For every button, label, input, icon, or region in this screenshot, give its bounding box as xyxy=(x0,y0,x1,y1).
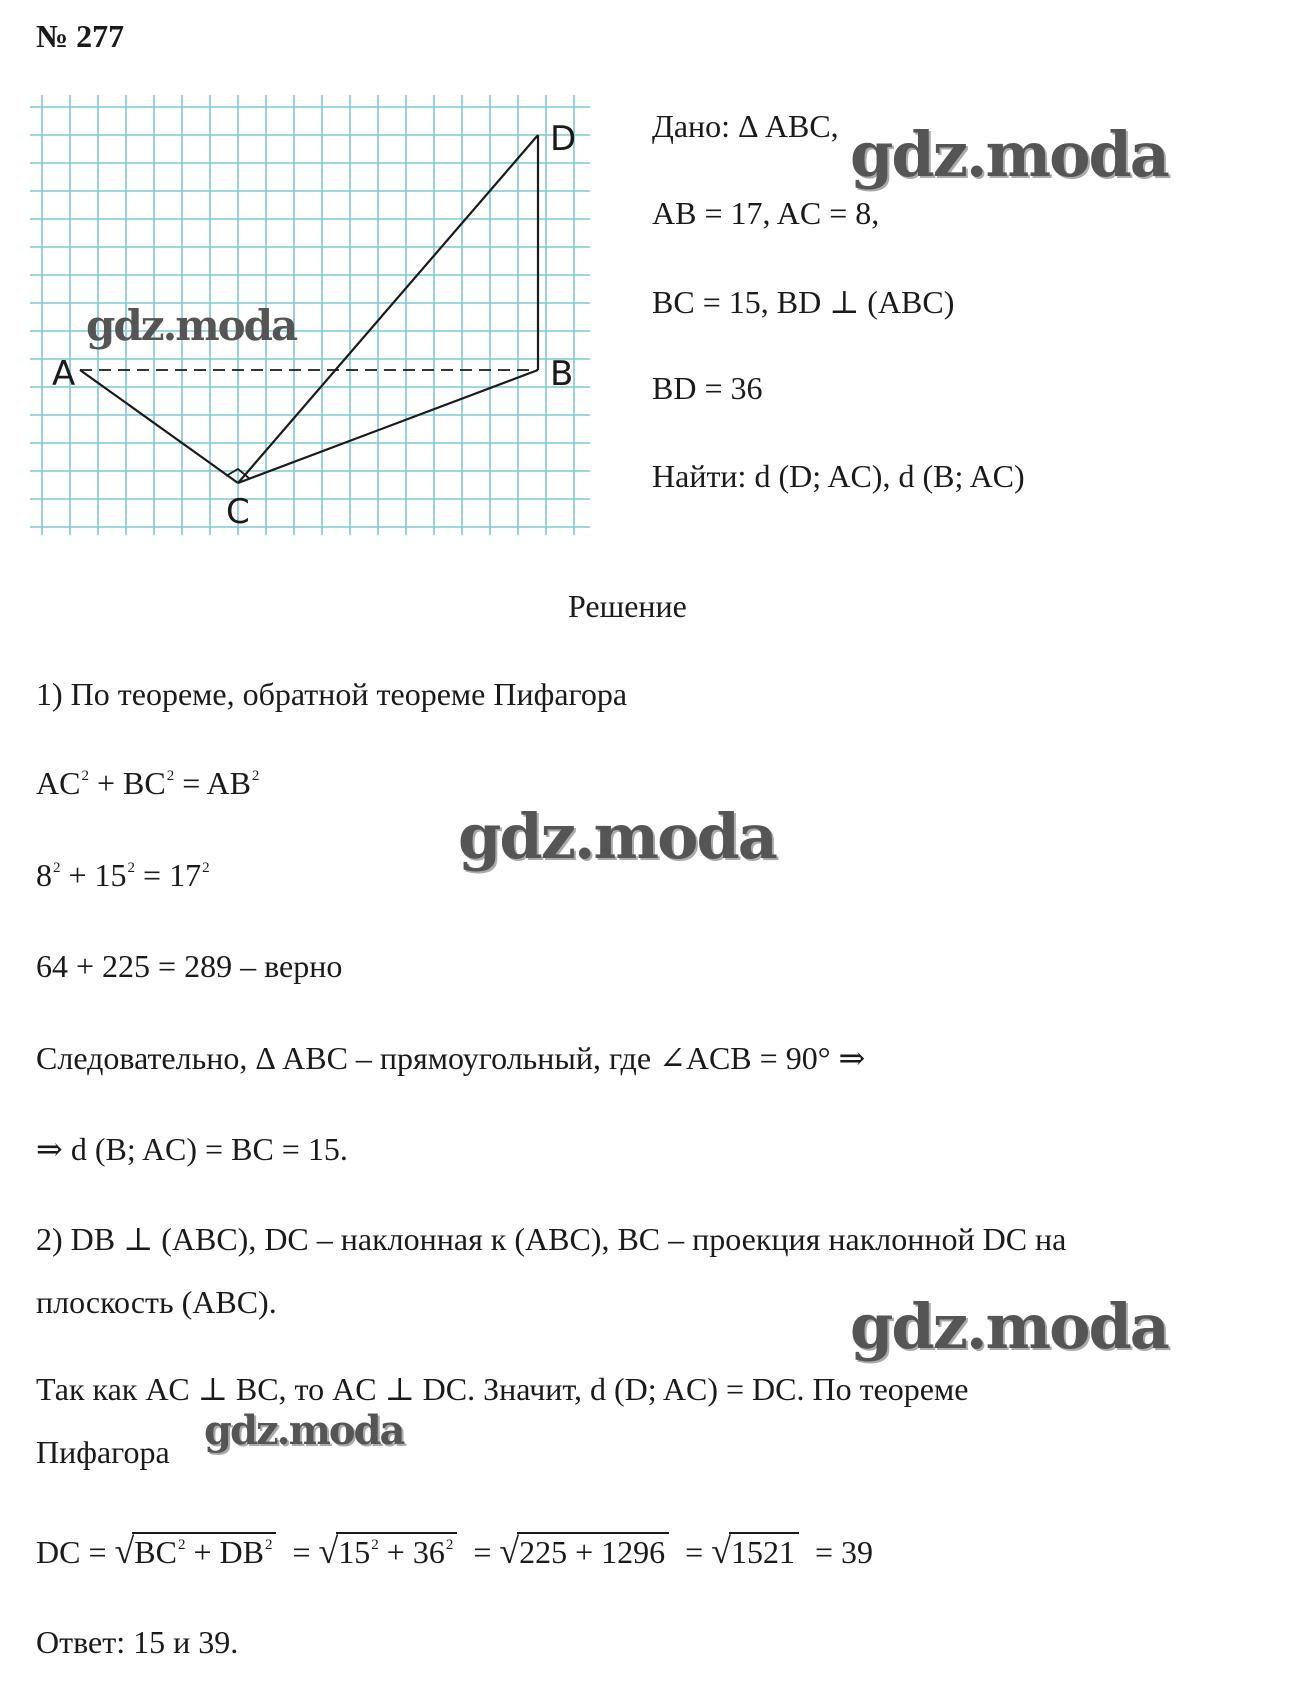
watermark-4: gdz.moda xyxy=(204,1407,404,1454)
step2-line-1: 2) DB ⊥ (ABC), DC – наклонная к (ABC), BC – проекция наклонной DC на xyxy=(36,1221,1067,1257)
given-line-2: AB = 17, AC = 8, xyxy=(652,195,880,231)
geometry-figure xyxy=(30,95,600,545)
given-line-4: BD = 36 xyxy=(652,370,763,406)
figure-watermark: gdz.moda xyxy=(86,301,297,350)
given-line-1: Дано: Δ ABC, xyxy=(652,108,839,144)
dc-equation: DC = $√BC^2 + DB^2 = √15^2 + 36^2 = √225 + 1296 = √1521 = 39$ xyxy=(36,1531,874,1571)
find-line: Найти: d (D; AC), d (B; AC) xyxy=(652,458,1025,494)
answer: Ответ: 15 и 39. xyxy=(36,1624,239,1660)
point-label-c: C xyxy=(226,492,250,532)
equation-2: $8^2 + 15^2 = 17^2$ xyxy=(36,857,210,893)
step2-line-3: Так как AC ⊥ BC, то AC ⊥ DC. Значит, d (D; AC) = DC. По теореме xyxy=(36,1371,969,1407)
point-label-b: B xyxy=(550,354,574,394)
watermark-2: gdz.moda xyxy=(458,800,776,873)
watermark-1: gdz.moda xyxy=(850,118,1168,191)
given-line-3: BC = 15, BD ⊥ (ABC) xyxy=(652,284,955,320)
equation-1: $AC^2 + BC^2 = AB^2$ xyxy=(36,765,260,801)
step1-intro: 1) По теореме, обратной теореме Пифагора xyxy=(36,676,628,712)
watermark-3: gdz.moda xyxy=(850,1290,1168,1363)
step2-line-4: Пифагора xyxy=(36,1434,170,1470)
solution-heading: Решение xyxy=(568,588,687,624)
point-label-a: A xyxy=(52,354,76,394)
problem-number: № 277 xyxy=(36,18,125,54)
point-label-d: D xyxy=(550,119,577,159)
conclusion-2: ⇒ d (B; AC) = BC = 15. xyxy=(36,1131,348,1167)
equation-3: 64 + 225 = 289 – верно xyxy=(36,948,343,984)
step2-line-2: плоскость (ABC). xyxy=(36,1284,277,1320)
conclusion-1: Следовательно, Δ ABC – прямоугольный, где ∠ACB = 90° ⇒ xyxy=(36,1040,866,1076)
